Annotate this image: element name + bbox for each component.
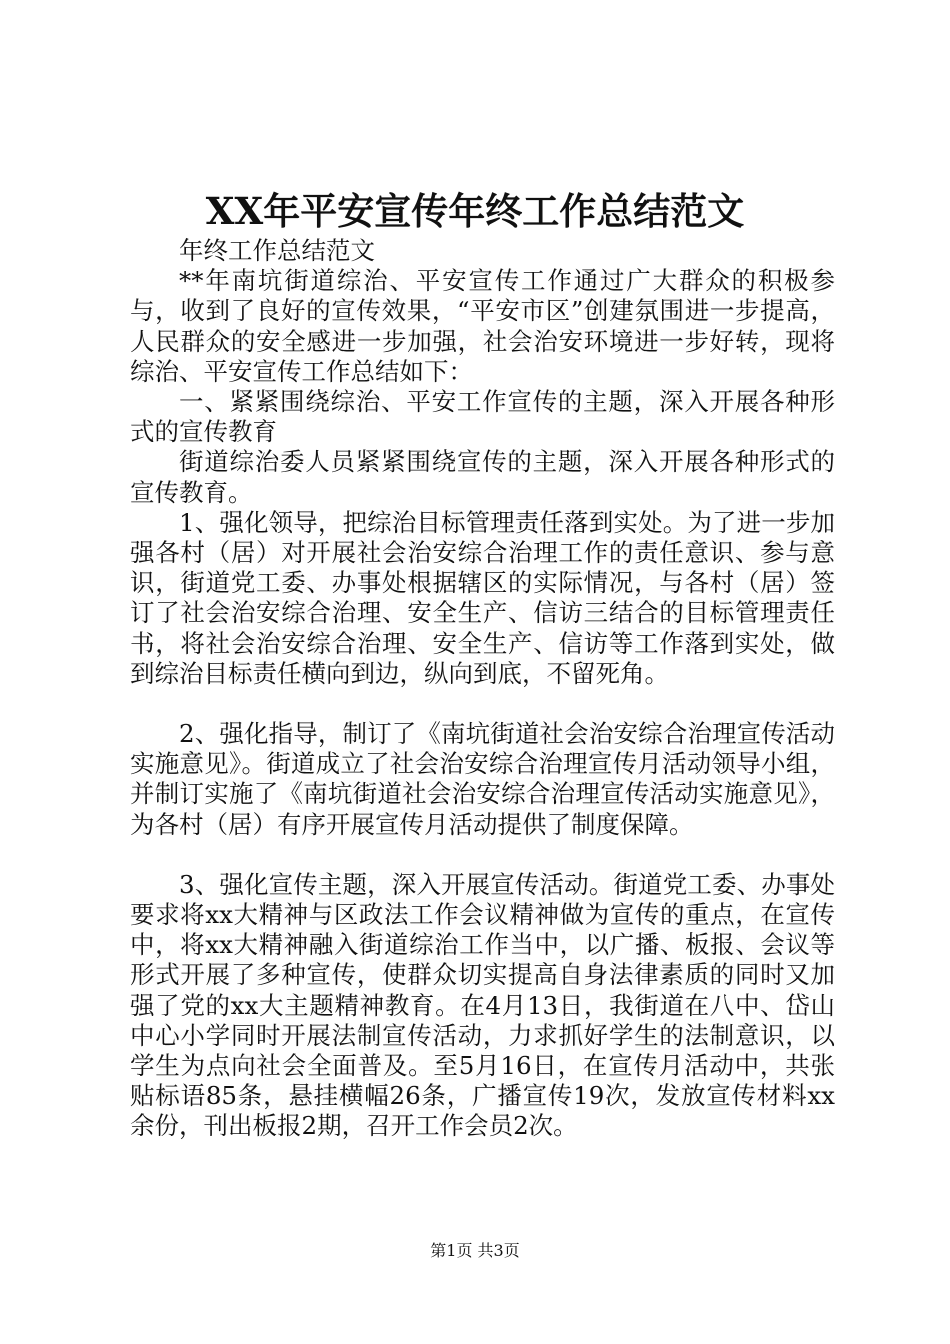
paragraph-item-2: 2、强化指导，制订了《南坑街道社会治安综合治理宣传活动实施意见》。街道成立了社会治安综合治理宣传月活动领导小组，并制订实施了《南坑街道社会治安综合治理宣传活动实施意见》，为各村（居）有序开展宣传月活动提供了制度保障。 xyxy=(130,719,835,839)
paragraph-subtitle: 年终工作总结范文 xyxy=(179,236,375,265)
paragraph-section-heading: 一、紧紧围绕综治、平安工作宣传的主题，深入开展各种形式的宣传教育 xyxy=(130,387,835,447)
paragraph-item-3: 3、强化宣传主题，深入开展宣传活动。街道党工委、办事处要求将xx大精神与区政法工作会议精神做为宣传的重点，在宣传中，将xx大精神融入街道综治工作当中，以广播、板报、会议等形式开展了多种宣传，使群众切实提高自身法律素质的同时又加强了党的xx大主题精神教育。在4月13日，我街道在八中、岱山中心小学同时开展法制宣传活动，力求抓好学生的法制意识，以学生为点向社会全面普及。至5月16日，在宣传月活动中，共张贴标语85条，悬挂横幅26条，广播宣传19次，发放宣传材料xx余份，刊出板报2期，召开工作会员2次。 xyxy=(130,869,835,1141)
document-body xyxy=(130,236,835,1142)
page-number: 第1页 共3页 xyxy=(430,1241,520,1260)
page-title: XX年平安宣传年终工作总结范文 xyxy=(205,189,745,233)
paragraph-item-1: 1、强化领导，把综治目标管理责任落到实处。为了进一步加强各村（居）对开展社会治安综合治理工作的责任意识、参与意识，街道党工委、办事处根据辖区的实际情况，与各村（居）签订了社会治安综合治理、安全生产、信访三结合的目标管理责任书，将社会治安综合治理、安全生产、信访等工作落到实处，做到综治目标责任横向到边，纵向到底，不留死角。 xyxy=(130,507,835,688)
paragraph-intro: **年南坑街道综治、平安宣传工作通过广大群众的积极参与，收到了良好的宣传效果，“平安市区”创建氛围进一步提高，人民群众的安全感进一步加强，社会治安环境进一步好转，现将综治、平安宣传工作总结如下： xyxy=(130,266,835,386)
paragraph-section-summary: 街道综治委人员紧紧围绕宣传的主题，深入开展各种形式的宣传教育。 xyxy=(130,447,835,507)
